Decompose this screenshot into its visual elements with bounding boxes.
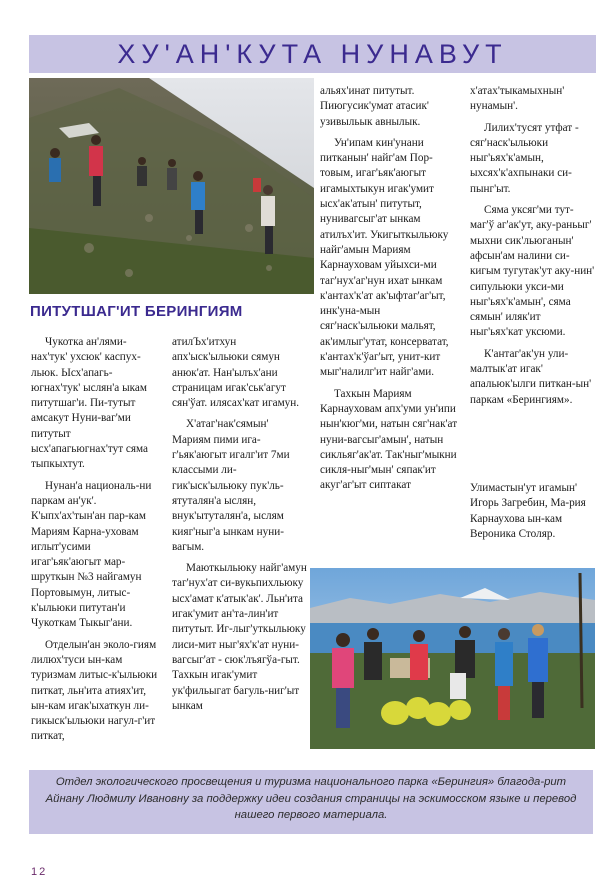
paragraph: Ун'ипам кин'унани питканын' найг'ам Пор-товым, игаг'ьяк'аюгыт игамыхтыкун игак'умит ысх'ак'атын' питутыт, нунивагсыг'ат ынкам атилъх'ит. Укигыткыльюку найг'амын Мариям Карнауховам уйыхси-ми таг'нух'аг'нун ихат ынкам к'антах'к'ат ак'ыфтаг'аг'ыт, инк'уна-мын сяг'наск'ыльюки мальят, ак'имлыг'утат, консерватат, к'антах'к'ўаг'ыт, унит-кит мыг'налилг'ит найг'ами. bbox=[320, 136, 449, 379]
paragraph: Маюткыльюку найг'амун таг'нух'ат си-вукьпихльюку ысх'амат к'атык'ак'. Льн'ита игак'умит ан'та-лин'ит питутыт. Иг-лыг'уткыльюку лиси-мит ныг'ях'к'ат нуни-вагсыг'ат - сюк'лъягўа-гыт. Тахкын игак'умит ук'фильыгат багуль-ниг'ыт ынкам bbox=[172, 562, 307, 712]
text-column-2 bbox=[172, 335, 308, 720]
paragraph: Лилих'тусят утфат - сяг'наск'ыльюки ныг'ьях'к'амын, ыхсях'к'ахпынаки си-пынг'ыт. bbox=[470, 121, 579, 195]
paragraph: атилЪх'итхун апх'ыск'ыльюки сямун анюк'ат. Нан'ылъх'ани страницам игак'ськ'агут сян'ўат. илясах'кат игамун. bbox=[172, 336, 300, 410]
author-signature: Улимастын'ут игамын' Игорь Загребин, Ма-рия Карнаухова ын-кам Вероника Столяр. bbox=[470, 482, 586, 540]
paragraph: Тахкын Мариям Карнауховам апх'уми ун'ипи нын'кюг'ми, натын сяг'нак'ат нуни-вагсыг'амын', натын сикльяг'ак'ат. Так'ныг'мыкни сикля-ныг'мын' сяпак'ит акуг'аг'ыт сиптакат bbox=[320, 387, 458, 492]
paragraph: К'антаг'ак'ун ули-малтык'ат игак' апальюк'ылги питкан-ын' паркам «Берингиям». bbox=[470, 347, 592, 406]
acknowledgement-text: Отдел экологического просвещения и туризма национального парка «Берингия» благода-рит Айнану Людмилу Ивановну за поддержку идеи создания страницы на эскимосском языке и перевод нашего первого материала. bbox=[45, 776, 577, 821]
page-number: 12 bbox=[31, 866, 48, 878]
paragraph: Отделын'ан эколо-гиям лилюх'туси ын-кам туризмам литыс-к'ыльюки питкат, льн'ита атиях'ит, ын-кам игак'ыхаткун ли-гикыск'ыльюки нагул-г'ит питкат, bbox=[31, 638, 158, 743]
hikers-on-hillside-photo-icon bbox=[29, 78, 314, 294]
group-with-trash-bags-photo-icon bbox=[310, 568, 595, 749]
text-column-4 bbox=[470, 84, 596, 414]
paragraph: Чукотка ан'лями-нах'тук' ухсюк' каспух-льюк. Ысх'апагь-югнах'тук' ыслян'а ыкам питутшаг'и. Пи-тутыт амсакут Нуни-ваг'ми питутыт ысх'апагьюгнах'тут сяма тыпкыхтут. bbox=[31, 336, 149, 471]
text-column-1 bbox=[31, 335, 158, 751]
paragraph: Нунан'а националь-ни паркам ан'ук'. К'ыпх'ах'тын'ан пар-кам Мариям Карна-уховам иглыт'усими игаг'ьяк'аюгыт мар-шруткын №3 найгамун Портовымун, литыс-к'ыльюки питутан'и Чукоткам Тыкыг'ани. bbox=[31, 479, 152, 630]
header-banner bbox=[29, 35, 596, 73]
text-column-3 bbox=[320, 84, 458, 500]
paragraph: альях'инат питутыт. Пиюгусик'умат атасик' узивыльык авнылык. bbox=[320, 85, 429, 128]
page-title: ХУ'АН'КУТА НУНАВУТ bbox=[117, 39, 508, 69]
photo-group bbox=[310, 568, 595, 749]
paragraph: Сяма уксяг'ми тут-маг'ў аг'ак'ут, аку-раньыг' мыхни сик'льюганын' афсын'ам налини си-кигым тугутак'ут аку-нин' сипульюки укси-ми ныг'ьях'к'амын', сяма сямын' иляк'ит ныг'ьях'кат уксюми. bbox=[470, 204, 595, 339]
paragraph: х'атах'тыкамыхнын' нунамын'. bbox=[470, 85, 565, 113]
photo-hikers bbox=[29, 78, 314, 294]
paragraph: Х'атаг'нак'сямын' Мариям пими ига-г'ьяк'аюгыт игалг'ит 7ми классыми ли-гик'ыск'ыльюку пук'ль-ятуталян'а ыслян, внук'ытуталян'а, ыслям кияг'ныг'а ынкам нуни-вагым. bbox=[172, 418, 290, 553]
acknowledgement-box bbox=[29, 770, 593, 834]
section-subheading: ПИТУТШАГ'ИТ БЕРИНГИЯМ bbox=[30, 303, 243, 320]
